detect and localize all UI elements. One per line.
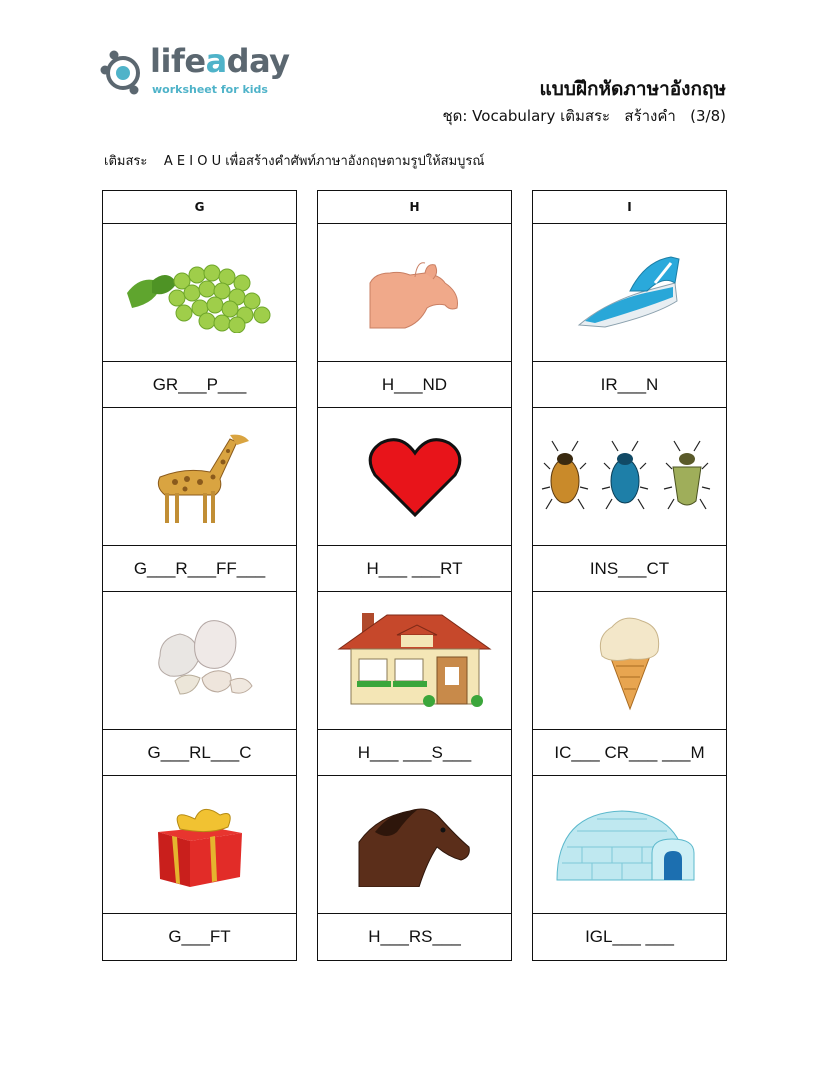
logo-mark-icon xyxy=(100,48,146,98)
horse-image xyxy=(357,802,472,887)
hand-image xyxy=(365,253,465,333)
picture-cell xyxy=(103,408,296,546)
iron-image xyxy=(575,253,685,333)
picture-cell xyxy=(103,776,296,914)
word-blank: H___ ___RT xyxy=(318,546,511,592)
picture-cell xyxy=(533,776,726,914)
ice-cream-image xyxy=(590,611,670,711)
insects-image xyxy=(540,439,720,514)
igloo-image xyxy=(552,805,707,885)
heart-image xyxy=(367,435,463,519)
giraffe-image xyxy=(145,427,255,527)
picture-cell xyxy=(103,224,296,362)
word-blank: IGL___ ___ xyxy=(585,927,674,946)
column-header: G xyxy=(103,191,296,224)
garlic-image xyxy=(140,616,260,706)
picture-cell xyxy=(533,224,726,362)
instruction-text: เติมสระ A E I O U เพื่อสร้างคำศัพท์ภาษาอังกฤษตามรูปให้สมบูรณ์ xyxy=(104,154,485,169)
gift-image xyxy=(150,797,250,892)
column-g xyxy=(102,190,297,961)
word-blank: IC___ CR___ ___M xyxy=(533,730,726,776)
picture-cell xyxy=(103,592,296,730)
word-blank: GR___P___ xyxy=(103,362,296,408)
word-blank: G___R___FF___ xyxy=(103,546,296,592)
picture-cell xyxy=(533,408,726,546)
page-title: แบบฝึกหัดภาษาอังกฤษ xyxy=(539,78,726,100)
logo-wordmark: lifeaday xyxy=(150,42,290,80)
column-h xyxy=(317,190,512,961)
grapes-image xyxy=(122,253,277,333)
picture-cell xyxy=(318,592,511,730)
picture-cell xyxy=(318,776,511,914)
picture-cell xyxy=(533,592,726,730)
word-blank: IR___N xyxy=(533,362,726,408)
logo-tagline: worksheet for kids xyxy=(152,83,268,96)
column-i xyxy=(532,190,727,961)
column-header: H xyxy=(318,191,511,224)
word-blank: INS___CT xyxy=(533,546,726,592)
word-blank: H___RS___ xyxy=(368,927,461,946)
word-blank: G___RL___C xyxy=(103,730,296,776)
word-blank: G___FT xyxy=(168,927,231,946)
picture-cell xyxy=(318,224,511,362)
house-image xyxy=(337,611,492,711)
word-blank: H___ ___S___ xyxy=(318,730,511,776)
lifeaday-logo xyxy=(100,42,290,103)
page-subtitle: ชุด: Vocabulary เติมสระ สร้างคำ (3/8) xyxy=(442,107,726,125)
column-header: I xyxy=(533,191,726,224)
picture-cell xyxy=(318,408,511,546)
word-blank: H___ND xyxy=(318,362,511,408)
